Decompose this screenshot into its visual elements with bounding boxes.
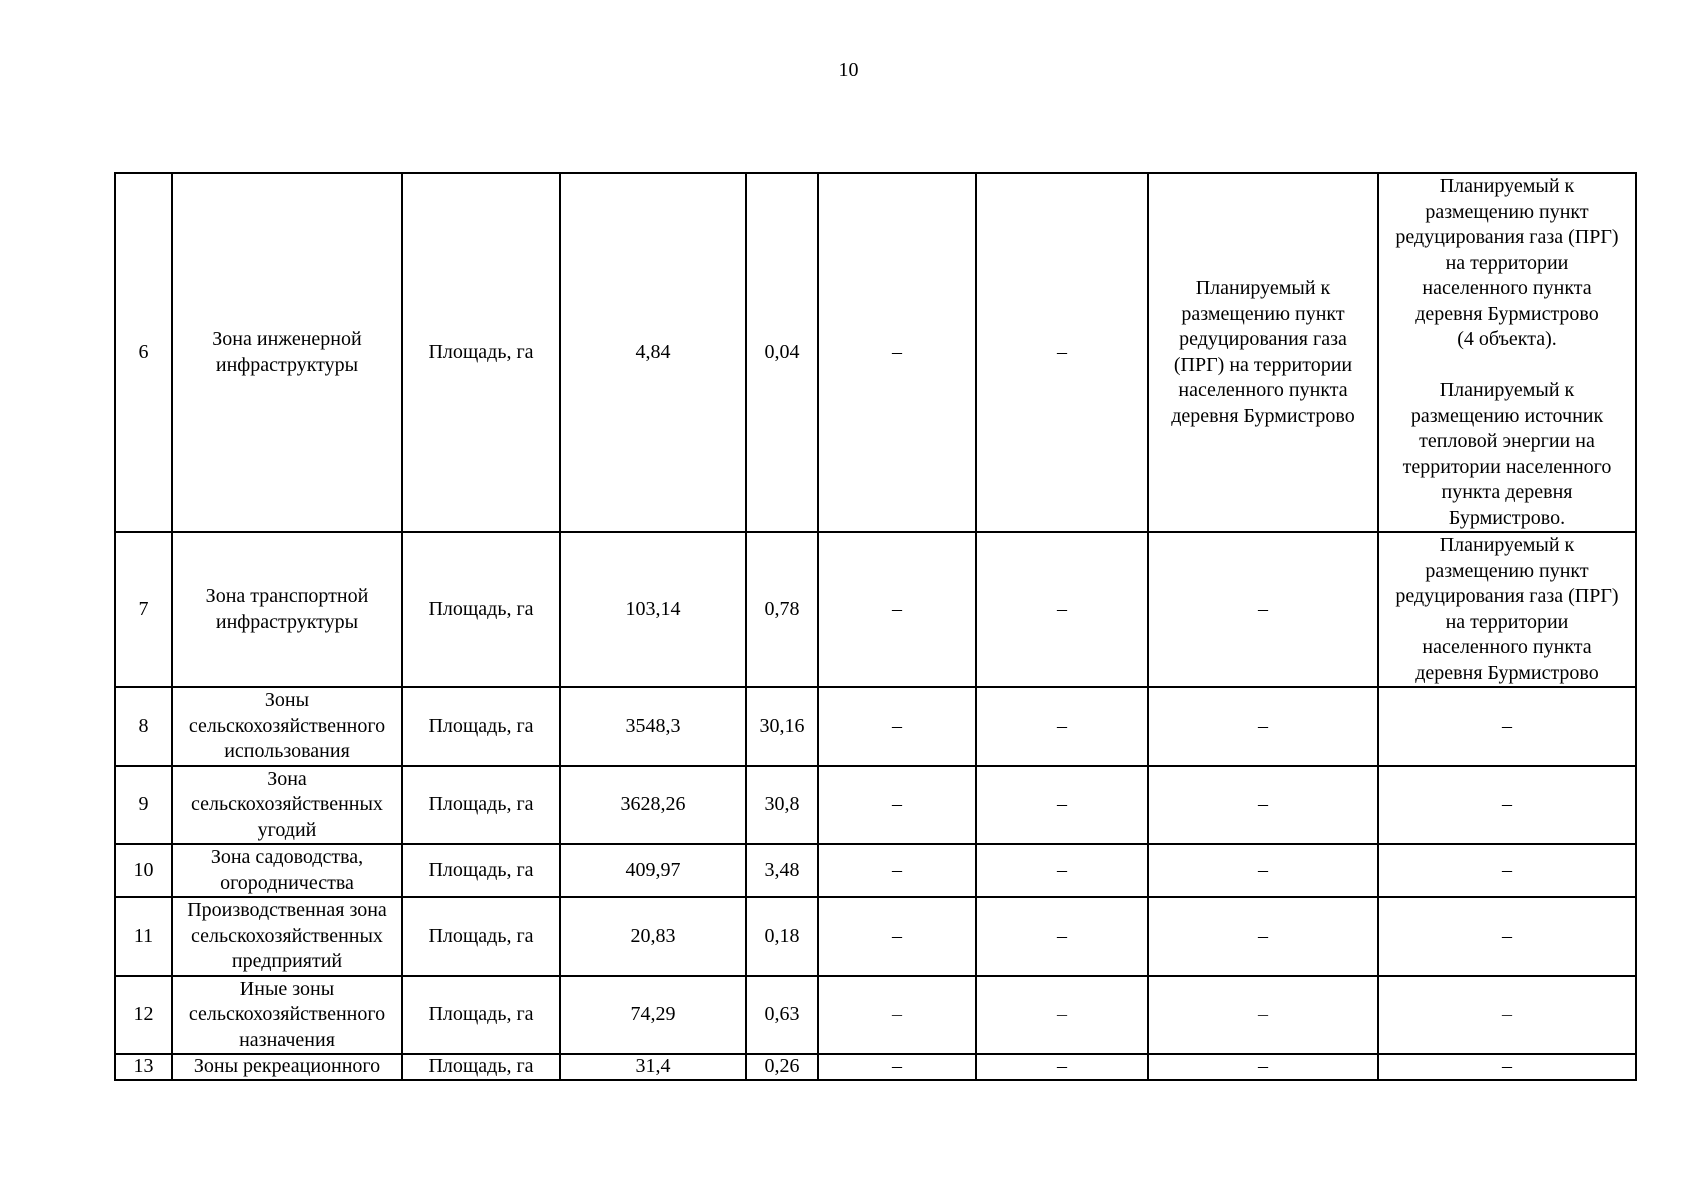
- col7-cell: –: [976, 687, 1148, 766]
- row-number-cell: 10: [115, 844, 172, 897]
- row-number-cell: 12: [115, 976, 172, 1055]
- page-number: 10: [838, 59, 859, 81]
- area-value-cell: 103,14: [560, 532, 746, 687]
- col9-cell: –: [1378, 897, 1636, 976]
- indicator-cell: Площадь, га: [402, 173, 560, 532]
- indicator-cell: Площадь, га: [402, 844, 560, 897]
- percent-cell: 30,16: [746, 687, 818, 766]
- zone-name-cell: Зона инженерной инфраструктуры: [172, 173, 402, 532]
- col8-cell: –: [1148, 976, 1378, 1055]
- table-row: [115, 532, 1636, 687]
- row-number-cell: 7: [115, 532, 172, 687]
- area-value-cell: 409,97: [560, 844, 746, 897]
- percent-cell: 3,48: [746, 844, 818, 897]
- area-value-cell: 31,4: [560, 1054, 746, 1080]
- table-row: [115, 976, 1636, 1055]
- percent-cell: 0,78: [746, 532, 818, 687]
- area-value-cell: 74,29: [560, 976, 746, 1055]
- table-row: [115, 687, 1636, 766]
- table-row: [115, 844, 1636, 897]
- col8-cell: –: [1148, 897, 1378, 976]
- zone-name-cell: Зона садоводства, огородничества: [172, 844, 402, 897]
- percent-cell: 0,63: [746, 976, 818, 1055]
- zone-name-cell: Производственная зона сельскохозяйственных предприятий: [172, 897, 402, 976]
- table-row: [115, 173, 1636, 532]
- col7-cell: –: [976, 173, 1148, 532]
- indicator-cell: Площадь, га: [402, 976, 560, 1055]
- col7-cell: –: [976, 976, 1148, 1055]
- col9-cell: –: [1378, 1054, 1636, 1080]
- indicator-cell: Площадь, га: [402, 766, 560, 845]
- zone-name-cell: Зоны рекреационного: [172, 1054, 402, 1080]
- col8-cell: –: [1148, 844, 1378, 897]
- col6-cell: –: [818, 897, 976, 976]
- col8-cell: –: [1148, 766, 1378, 845]
- col6-cell: –: [818, 844, 976, 897]
- col7-cell: –: [976, 766, 1148, 845]
- col8-cell: Планируемый к размещению пункт редуцирования газа (ПРГ) на территории населенного пункта деревня Бурмистрово: [1148, 173, 1378, 532]
- col6-cell: –: [818, 976, 976, 1055]
- indicator-cell: Площадь, га: [402, 897, 560, 976]
- table-row: [115, 1054, 1636, 1080]
- zone-name-cell: Зоны сельскохозяйственного использования: [172, 687, 402, 766]
- col8-cell: –: [1148, 1054, 1378, 1080]
- row-number-cell: 6: [115, 173, 172, 532]
- col8-cell: –: [1148, 532, 1378, 687]
- percent-cell: 0,26: [746, 1054, 818, 1080]
- col7-cell: –: [976, 1054, 1148, 1080]
- indicator-cell: Площадь, га: [402, 532, 560, 687]
- col7-cell: –: [976, 844, 1148, 897]
- zone-name-cell: Иные зоны сельскохозяйственного назначения: [172, 976, 402, 1055]
- col9-cell: –: [1378, 844, 1636, 897]
- zone-name-cell: Зона транспортной инфраструктуры: [172, 532, 402, 687]
- col7-cell: –: [976, 532, 1148, 687]
- row-number-cell: 8: [115, 687, 172, 766]
- col6-cell: –: [818, 532, 976, 687]
- row-number-cell: 9: [115, 766, 172, 845]
- col6-cell: –: [818, 766, 976, 845]
- col8-cell: –: [1148, 687, 1378, 766]
- area-value-cell: 3548,3: [560, 687, 746, 766]
- table-row: [115, 897, 1636, 976]
- col6-cell: –: [818, 1054, 976, 1080]
- row-number-cell: 13: [115, 1054, 172, 1080]
- indicator-cell: Площадь, га: [402, 1054, 560, 1080]
- percent-cell: 0,04: [746, 173, 818, 532]
- area-value-cell: 4,84: [560, 173, 746, 532]
- percent-cell: 0,18: [746, 897, 818, 976]
- table-row: [115, 766, 1636, 845]
- zone-name-cell: Зона сельскохозяйственных угодий: [172, 766, 402, 845]
- indicator-cell: Площадь, га: [402, 687, 560, 766]
- area-value-cell: 3628,26: [560, 766, 746, 845]
- col6-cell: –: [818, 173, 976, 532]
- percent-cell: 30,8: [746, 766, 818, 845]
- col9-cell: Планируемый к размещению пункт редуцирования газа (ПРГ) на территории населенного пункта деревня Бурмистрово: [1378, 532, 1636, 687]
- col9-cell: –: [1378, 976, 1636, 1055]
- col6-cell: –: [818, 687, 976, 766]
- area-value-cell: 20,83: [560, 897, 746, 976]
- row-number-cell: 11: [115, 897, 172, 976]
- col9-cell: Планируемый к размещению пункт редуцирования газа (ПРГ) на территории населенного пункта деревня Бурмистрово (4 объекта). Планируемый к размещению источник тепловой энергии на территории населенного пункта деревня Бурмистрово.: [1378, 173, 1636, 532]
- col9-cell: –: [1378, 687, 1636, 766]
- zones-table: [114, 172, 1637, 1081]
- col9-cell: –: [1378, 766, 1636, 845]
- col7-cell: –: [976, 897, 1148, 976]
